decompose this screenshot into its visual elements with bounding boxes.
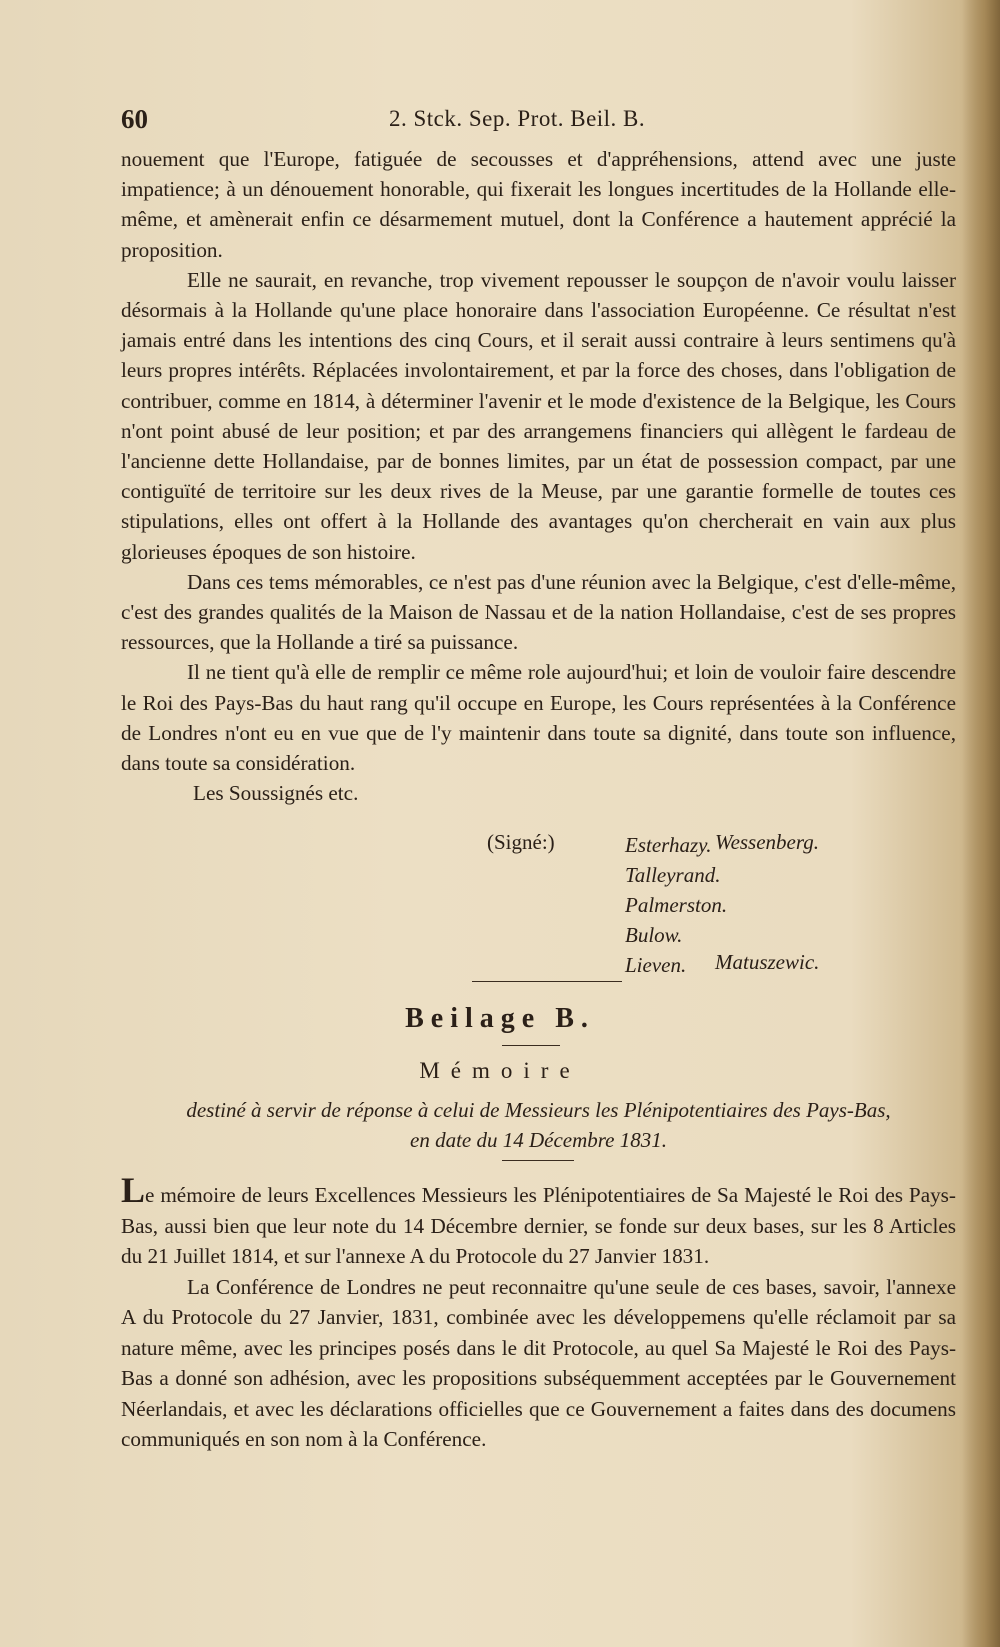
- divider-rule: [502, 1045, 560, 1046]
- initial-letter: L: [121, 1170, 146, 1210]
- running-head: 2. Stck. Sep. Prot. Beil. B.: [389, 106, 646, 131]
- signe-label: (Signé:): [487, 830, 555, 854]
- signature-name: Talleyrand.: [625, 863, 721, 887]
- memoire-subtitle: [121, 1095, 956, 1155]
- signature-names: [625, 830, 727, 980]
- memoire-title: Mémoire: [419, 1058, 581, 1083]
- paragraph: Elle ne saurait, en revanche, trop vivement repousser le soupçon de n'avoir voulu laisser désormais à la Hollande qu'une place honoraire dans l'association Européenne. Ce résultat n'est jamais entré dans les intentions des cinq Cours, et il serait aussi contraire à leurs sentimens qu'à leurs propres intérêts. Réplacées involontairement, et par la force des choses, dans l'obligation de contribuer, comme en 1814, à déterminer l'avenir et le mode d'existence de la Belgique, les Cours n'ont point abusé de leur position; et par des arrangemens financiers qui allègent le fardeau de l'ancienne dette Hollandaise, par de bonnes limites, par un état de possession compact, par une contiguïté de territoire sur les deux rives de la Meuse, par une garantie formelle de toutes ces stipulations, elles ont offert à la Hollande des avantages qu'on chercherait en vain aux plus glorieuses époques de son histoire.: [121, 267, 956, 564]
- signature-name-second: Matuszewic.: [715, 950, 820, 974]
- divider-rule: [502, 1160, 574, 1161]
- paragraph: Il ne tient qu'à elle de remplir ce même role aujourd'hui; et loin de vouloir faire descendre le Roi des Pays-Bas du haut rang qu'il occupe en Europe, les Cours représentées à la Conférence de Londres n'ont eu en vue que de l'y maintenir dans toute sa dignité, dans toute son influence, dans toute sa considération.: [121, 660, 956, 776]
- page-edge-shadow: [962, 0, 1000, 1647]
- subtitle-line: en date du 14 Décembre 1831.: [410, 1128, 667, 1152]
- page-header: [121, 104, 951, 144]
- page-number: 60: [121, 104, 148, 134]
- paragraph-continuation: nouement que l'Europe, fatiguée de secousses et d'appréhensions, attend avec une juste impatience; à un dénouement honorable, qui fixerait les longues incertitudes de la Hollande elle-même, et amènerait enfin ce désarmement mutuel, dont la Conférence a hautement apprécié la proposition.: [121, 147, 956, 262]
- signature-block: [120, 830, 960, 977]
- paragraph-text: e mémoire de leurs Excellences Messieurs les Plénipotentiaires de Sa Majesté le Roi des Pays-Bas, aussi bien que leur note du 14 Décembre dernier, se fonde sur deux bases, sur les 8 Articles du 21 Juillet 1814, et sur l'annexe A du Protocole du 27 Janvier 1831.: [121, 1183, 956, 1268]
- subtitle-line: destiné à servir de réponse à celui de Messieurs les Plénipotentiaires des Pays-Bas,: [186, 1098, 891, 1122]
- signature-name: Esterhazy.: [625, 833, 712, 857]
- paragraph: Dans ces tems mémorables, ce n'est pas d'une réunion avec la Belgique, c'est d'elle-même, c'est des grandes qualités de la Maison de Nassau et de la nation Hollandaise, c'est de ses propres ressources, que la Hollande a tiré sa puissance.: [121, 569, 956, 655]
- signature-name-second: Wessenberg.: [715, 830, 820, 854]
- signature-name: Palmerston.: [625, 893, 728, 917]
- main-text: [121, 144, 956, 808]
- paragraph: La Conférence de Londres ne peut reconnaitre qu'une seule de ces bases, savoir, l'annexe A du Protocole du 27 Janvier, 1831, combinée avec les développemens qu'elle réclamoit par sa nature même, avec les principes posés dans le dit Protocole, au quel Sa Majesté le Roi des Pays-Bas a donné son adhésion, avec les propositions subséquemment acceptées par le Gouvernement Néerlandais, et avec les déclarations officielles que ce Gouvernement a faites dans des documens communiqués en son nom à la Conférence.: [121, 1274, 956, 1451]
- memoire-text: [121, 1170, 956, 1455]
- section-title: Beilage B.: [405, 1003, 595, 1034]
- closing-formula: Les Soussignés etc.: [193, 781, 359, 806]
- paragraph: [121, 1170, 956, 1272]
- signature-name: Bulow.: [625, 923, 683, 947]
- signature-name: Lieven.: [625, 953, 687, 977]
- divider-rule: [472, 981, 622, 982]
